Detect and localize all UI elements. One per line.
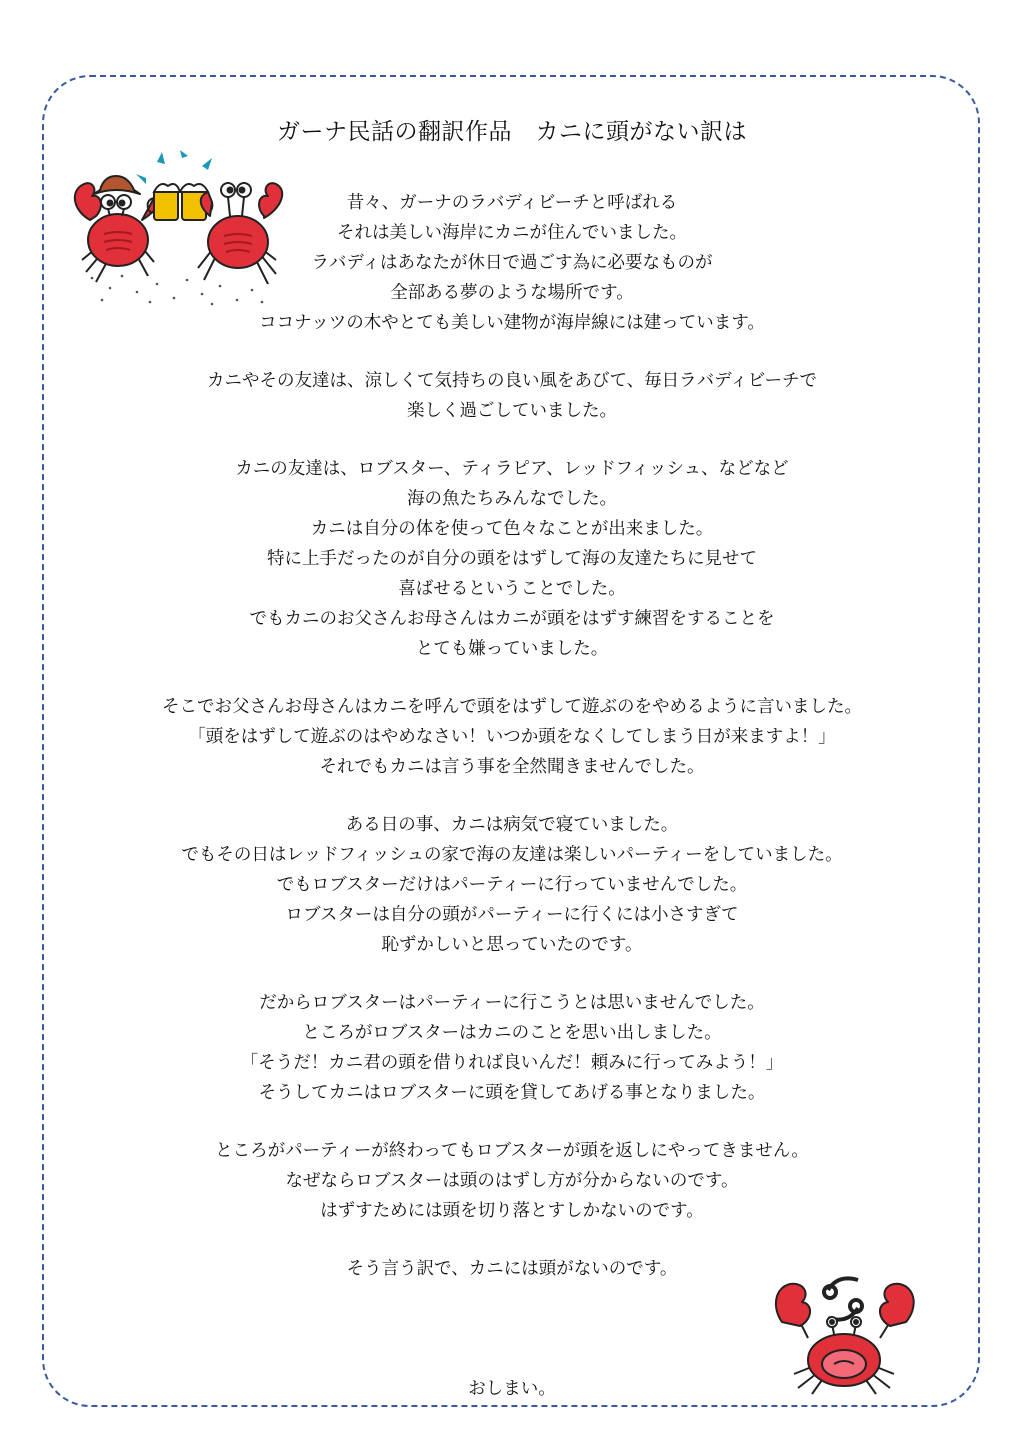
story-line: でもカニのお父さんお母さんはカニが頭をはずす練習をすることを [249, 609, 775, 629]
paragraph [0, 188, 1024, 338]
paragraph [0, 1136, 1024, 1226]
story-line: そうしてカニはロブスターに頭を貸してあげる事となりました。 [258, 1083, 766, 1103]
story-line: はずすためには頭を切り落とすしかないのです。 [320, 1201, 704, 1221]
ending-text: おしまい。 [468, 1379, 556, 1399]
story-body [0, 188, 1024, 1312]
story-line: ラバディはあなたが休日で過ごす為に必要なものが [311, 253, 713, 273]
story-line: ココナッツの木やとても美しい建物が海岸線には建っています。 [259, 313, 765, 333]
story-line: でもロブスターだけはパーティーに行っていませんでした。 [276, 875, 748, 895]
paragraph [0, 454, 1024, 664]
story-line: 特に上手だったのが自分の頭をはずして海の友達たちに見せて [267, 549, 757, 569]
paragraph [0, 988, 1024, 1108]
story-line: なぜならロブスターは頭のはずし方が分からないのです。 [285, 1171, 739, 1191]
story-line: ところがパーティーが終わってもロブスターが頭を返しにやってきません。 [215, 1141, 809, 1161]
paragraph [0, 366, 1024, 426]
story-line: ロブスターは自分の頭がパーティーに行くには小さすぎて [285, 905, 739, 925]
story-line: 全部ある夢のような場所です。 [390, 283, 634, 303]
story-line: 「そうだ！カニ君の頭を借りれば良いんだ！頼みに行ってみよう！」 [240, 1053, 784, 1073]
story-line: カニの友達は、ロブスター、ティラピア、レッドフィッシュ、などなど [235, 459, 789, 479]
story-line: とても嫌っていました。 [415, 639, 609, 659]
paragraph [0, 692, 1024, 782]
story-line: 楽しく過ごしていました。 [407, 401, 617, 421]
story-line: カニは自分の体を使って色々なことが出来ました。 [310, 519, 714, 539]
story-line: 恥ずかしいと思っていたのです。 [381, 935, 643, 955]
story-line: 海の魚たちみんなでした。 [407, 489, 617, 509]
story-line: 昔々、ガーナのラバディビーチと呼ばれる [346, 193, 678, 213]
story-line: でもその日はレッドフィッシュの家で海の友達は楽しいパーティーをしていました。 [181, 845, 843, 865]
cancer-zodiac-crab-icon [772, 1268, 922, 1398]
story-line: だからロブスターはパーティーに行こうとは思いませんでした。 [259, 993, 765, 1013]
story-line: それは美しい海岸にカニが住んでいました。 [337, 223, 687, 243]
story-line: そう言う訳で、カニには頭がないのです。 [346, 1259, 678, 1279]
story-line: ある日の事、カニは病気で寝ていました。 [345, 815, 679, 835]
story-line: 「頭をはずして遊ぶのはやめなさい！いつか頭をなくしてしまう日が来ますよ！」 [188, 727, 836, 747]
story-line: 喜ばせるということでした。 [398, 579, 626, 599]
page-title: ガーナ民話の翻訳作品 カニに頭がない訳は [277, 119, 747, 145]
story-line: ところがロブスターはカニのことを思い出しました。 [302, 1023, 722, 1043]
story-line: そこでお父さんお母さんはカニを呼んで頭をはずして遊ぶのをやめるように言いました。 [162, 697, 862, 717]
paragraph [0, 810, 1024, 960]
story-line: それでもカニは言う事を全然聞きませんでした。 [319, 757, 705, 777]
story-line: カニやその友達は、涼しくて気持ちの良い風をあびて、毎日ラバディビーチで [206, 371, 818, 391]
